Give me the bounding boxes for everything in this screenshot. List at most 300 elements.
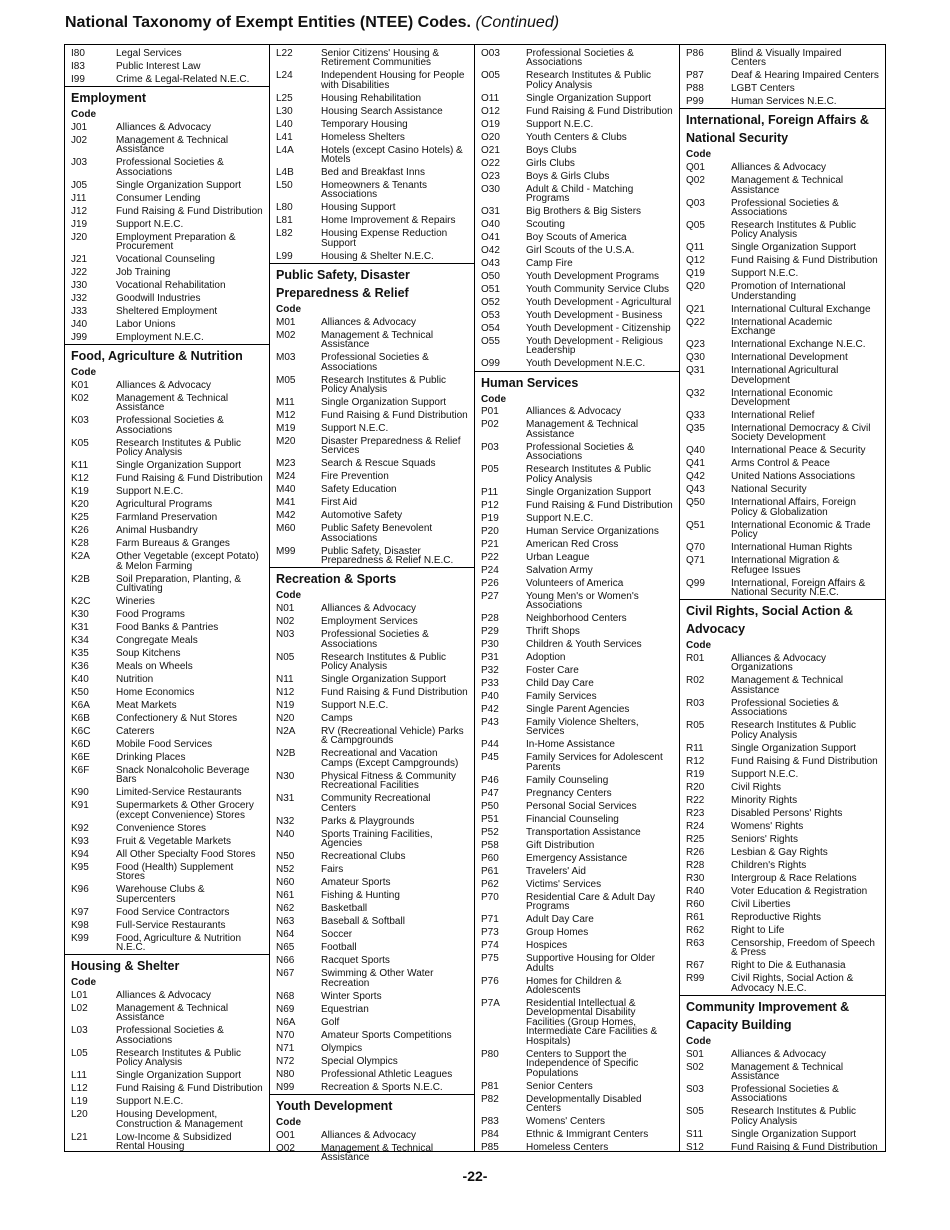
- code-description: Animal Husbandry: [116, 525, 198, 537]
- code-row: [270, 850, 474, 863]
- code-description: Meat Markets: [116, 700, 177, 712]
- code-description: Homes for Children & Adolescents: [526, 975, 622, 997]
- code-row: [475, 358, 679, 371]
- code-row: [270, 458, 474, 471]
- code-row: [475, 997, 679, 1048]
- code-row: [680, 937, 885, 959]
- code-description: Food Service Contractors: [116, 906, 230, 918]
- code-row: [270, 686, 474, 699]
- code-column-header: Code: [71, 977, 96, 989]
- code-description: International Economic & Trade Policy: [731, 519, 871, 541]
- code-column-header: Code: [686, 149, 711, 161]
- code-column-header: Code: [71, 109, 96, 120]
- code-description: Seniors' Rights: [731, 833, 798, 845]
- ntee-code: N72: [276, 1055, 295, 1067]
- section-heading: Community Improvement & Capacity Building: [686, 999, 850, 1032]
- column-2: [270, 45, 475, 1163]
- code-row: [65, 331, 269, 344]
- code-description: Censorship, Freedom of Speech & Press: [731, 937, 875, 959]
- code-description: Residential Care & Adult Day Programs: [526, 891, 655, 913]
- code-description: Amateur Sports: [321, 877, 391, 889]
- code-row: [65, 1109, 269, 1131]
- code-row: [680, 409, 885, 422]
- code-description: Employment N.E.C.: [116, 332, 204, 344]
- code-row: [270, 699, 474, 712]
- ntee-code: O41: [481, 232, 500, 244]
- code-column-header: Code: [276, 590, 301, 602]
- code-row: [680, 833, 885, 846]
- ntee-code: M41: [276, 497, 296, 509]
- code-description: Basketball: [321, 903, 368, 915]
- code-description: Supermarkets & Other Grocery (except Convenience) Stores: [116, 800, 254, 821]
- ntee-code: J33: [71, 306, 88, 318]
- ntee-code: N6A: [276, 1016, 296, 1028]
- code-description: Physical Fitness & Community Recreational Facilities: [321, 770, 457, 792]
- ntee-code: J40: [71, 319, 88, 331]
- ntee-code: P03: [481, 441, 499, 453]
- code-row: [270, 250, 474, 263]
- section-heading: Public Safety, Disaster Preparedness & Relief: [276, 268, 410, 301]
- ntee-code: R30: [686, 872, 705, 884]
- code-row: [475, 157, 679, 170]
- page-title-continued: (Continued): [475, 14, 560, 31]
- code-row: [270, 179, 474, 201]
- code-row: [65, 595, 269, 608]
- ntee-code: Q42: [686, 471, 705, 483]
- code-description: International Cultural Exchange: [731, 303, 871, 315]
- ntee-code: K90: [71, 787, 89, 799]
- ntee-code: I80: [71, 47, 85, 59]
- code-description: Lesbian & Gay Rights: [731, 846, 828, 858]
- code-row: [680, 1106, 885, 1128]
- code-description: Job Training: [116, 267, 171, 279]
- code-description: Single Organization Support: [526, 486, 652, 498]
- code-row: [270, 545, 474, 567]
- code-description: Single Organization Support: [526, 92, 652, 104]
- ntee-code: P46: [481, 774, 499, 786]
- code-description: International, Foreign Affairs & National Security N.E.C.: [731, 577, 866, 599]
- ntee-code: M24: [276, 471, 296, 483]
- ntee-code: K12: [71, 473, 89, 485]
- code-description: International Human Rights: [731, 542, 853, 554]
- code-row: [680, 519, 885, 541]
- code-description: Support N.E.C.: [321, 700, 389, 712]
- code-row: [680, 652, 885, 674]
- continued-section: [270, 45, 474, 263]
- ntee-code: N02: [276, 616, 295, 628]
- code-row: [475, 231, 679, 244]
- code-description: Children's Rights: [731, 859, 807, 871]
- code-row: [475, 118, 679, 131]
- code-description: Family Services for Adolescent Parents: [526, 752, 663, 773]
- code-row: [65, 485, 269, 498]
- code-row: [65, 712, 269, 725]
- code-row: [475, 716, 679, 738]
- ntee-code: P76: [481, 975, 499, 987]
- code-row: [270, 1029, 474, 1042]
- code-row: [680, 242, 885, 255]
- ntee-code: P27: [481, 590, 499, 602]
- code-description: Safety Education: [321, 484, 397, 496]
- ntee-code: O19: [481, 118, 500, 130]
- code-description: Youth Development Programs: [526, 271, 660, 283]
- code-row: [680, 820, 885, 833]
- ntee-code: Q23: [686, 339, 705, 351]
- code-row: [65, 218, 269, 231]
- ntee-code: Q21: [686, 303, 705, 315]
- ntee-code: L25: [276, 92, 293, 104]
- code-description: Children & Youth Services: [526, 639, 642, 651]
- ntee-code: L02: [71, 1003, 88, 1015]
- code-description: International Peace & Security: [731, 445, 866, 457]
- code-row: [65, 205, 269, 218]
- ntee-code: M11: [276, 397, 295, 409]
- code-description: Management & Technical Assistance: [116, 393, 229, 414]
- ntee-code: L30: [276, 105, 293, 117]
- ntee-code: K36: [71, 661, 89, 673]
- code-description: Camp Fire: [526, 258, 573, 270]
- ntee-code: Q41: [686, 458, 705, 470]
- ntee-code: R23: [686, 807, 705, 819]
- code-description: Alliances & Advocacy: [321, 603, 417, 615]
- code-row: [475, 205, 679, 218]
- code-description: Disaster Preparedness & Relief Services: [321, 436, 461, 457]
- code-description: Civil Liberties: [731, 898, 791, 910]
- code-row: [680, 859, 885, 872]
- ntee-code: K2C: [71, 596, 91, 608]
- code-description: Adoption: [526, 652, 566, 664]
- code-row: [475, 296, 679, 309]
- ntee-code: Q12: [686, 255, 705, 267]
- code-description: Boys & Girls Clubs: [526, 170, 610, 182]
- code-description: Racquet Sports: [321, 955, 390, 967]
- ntee-code: O53: [481, 310, 500, 322]
- ntee-code: P58: [481, 839, 499, 851]
- code-row: [65, 1047, 269, 1069]
- code-row: [65, 459, 269, 472]
- ntee-code: O31: [481, 206, 500, 218]
- ntee-code: Q51: [686, 519, 705, 531]
- ntee-code: R22: [686, 794, 705, 806]
- ntee-code: L80: [276, 202, 293, 214]
- code-description: Amateur Sports Competitions: [321, 1029, 452, 1041]
- category-section: [65, 86, 269, 344]
- ntee-code: P12: [481, 499, 499, 511]
- code-row: [270, 329, 474, 351]
- code-description: International Affairs, Foreign Policy & Globalization: [731, 497, 856, 518]
- code-row: [475, 144, 679, 157]
- code-row: [475, 813, 679, 826]
- code-row: [65, 156, 269, 178]
- code-description: Big Brothers & Big Sisters: [526, 206, 642, 218]
- code-row: [270, 69, 474, 91]
- ntee-code: P45: [481, 752, 499, 764]
- code-description: Youth Centers & Clubs: [526, 131, 627, 143]
- ntee-code: K40: [71, 674, 89, 686]
- ntee-code: N2B: [276, 748, 296, 760]
- ntee-code: N68: [276, 990, 295, 1002]
- ntee-code: K11: [71, 460, 89, 472]
- code-description: Nutrition: [116, 674, 154, 686]
- code-description: Pregnancy Centers: [526, 787, 612, 799]
- code-row: [270, 876, 474, 889]
- code-row: [65, 647, 269, 660]
- code-description: Single Parent Agencies: [526, 704, 630, 716]
- code-description: Food (Health) Supplement Stores: [116, 861, 234, 883]
- code-description: Independent Housing for People with Disabilities: [321, 70, 465, 91]
- code-description: Alliances & Advocacy: [321, 316, 417, 328]
- code-row: [475, 1080, 679, 1093]
- code-description: International Migration & Refugee Issues: [731, 555, 840, 576]
- ntee-code: P02: [481, 419, 499, 431]
- ntee-code: P43: [481, 717, 499, 729]
- code-column-header: Code: [686, 1035, 711, 1047]
- code-row: [680, 497, 885, 519]
- code-row: [475, 47, 679, 69]
- code-row: [65, 305, 269, 318]
- code-description: Urban League: [526, 551, 590, 563]
- code-description: Confectionery & Nut Stores: [116, 713, 238, 725]
- code-row: [65, 738, 269, 751]
- ntee-code: K95: [71, 861, 89, 873]
- code-description: Research Institutes & Public Policy Analysis: [526, 464, 652, 485]
- ntee-code: R26: [686, 846, 705, 858]
- code-row: [65, 1025, 269, 1047]
- code-description: Support N.E.C.: [116, 218, 184, 230]
- code-description: Voter Education & Registration: [731, 885, 868, 897]
- code-row: [680, 471, 885, 484]
- ntee-code: M99: [276, 545, 296, 557]
- code-description: Special Olympics: [321, 1055, 398, 1067]
- ntee-code: P28: [481, 613, 499, 625]
- code-description: Alliances & Advocacy: [526, 406, 622, 418]
- code-row: [270, 725, 474, 747]
- ntee-code: N30: [276, 770, 295, 782]
- ntee-code: P40: [481, 691, 499, 703]
- code-row: [65, 764, 269, 786]
- ntee-code: M42: [276, 510, 296, 522]
- code-description: Olympics: [321, 1042, 363, 1054]
- code-row: [475, 952, 679, 974]
- code-row: [680, 387, 885, 409]
- ntee-code: N66: [276, 955, 295, 967]
- code-row: [65, 699, 269, 712]
- ntee-code: O11: [481, 92, 500, 104]
- code-description: Crime & Legal-Related N.E.C.: [116, 73, 250, 85]
- code-description: Research Institutes & Public Policy Analysis: [731, 720, 857, 741]
- ntee-code: Q20: [686, 281, 705, 293]
- code-description: Fund Raising & Fund Distribution: [526, 105, 673, 117]
- code-row: [475, 939, 679, 952]
- code-row: [270, 712, 474, 725]
- code-description: Single Organization Support: [321, 397, 447, 409]
- code-description: Womens' Centers: [526, 1115, 605, 1127]
- code-row: [270, 409, 474, 422]
- code-row: [475, 878, 679, 891]
- ntee-code: O30: [481, 183, 500, 195]
- code-description: Public Safety, Disaster Preparedness & Relief N.E.C.: [321, 545, 454, 567]
- code-description: Housing Support: [321, 202, 396, 214]
- code-description: International Democracy & Civil Society Development: [731, 423, 871, 444]
- code-row: [475, 1115, 679, 1128]
- ntee-code: M01: [276, 316, 296, 328]
- code-description: Womens' Rights: [731, 820, 804, 832]
- ntee-code: N80: [276, 1068, 295, 1080]
- code-description: Housing & Shelter N.E.C.: [321, 250, 434, 262]
- code-description: Group Homes: [526, 927, 589, 939]
- code-row: [270, 1042, 474, 1055]
- code-description: Single Organization Support: [116, 460, 242, 472]
- code-description: Homeless Shelters: [321, 131, 405, 143]
- code-row: [65, 919, 269, 932]
- ntee-code: P83: [481, 1115, 499, 1127]
- code-row: [680, 281, 885, 303]
- code-description: Management & Technical Assistance: [116, 1003, 229, 1024]
- ntee-code: L05: [71, 1047, 88, 1059]
- code-row: [680, 807, 885, 820]
- code-description: Other Vegetable (except Potato) & Melon Farming: [116, 551, 259, 572]
- ntee-code: Q31: [686, 365, 705, 377]
- code-row: [270, 902, 474, 915]
- code-row: [680, 82, 885, 95]
- ntee-code: P86: [686, 47, 704, 59]
- ntee-code: K03: [71, 415, 89, 427]
- ntee-code: R01: [686, 653, 705, 665]
- code-row: [475, 538, 679, 551]
- ntee-code: K2B: [71, 573, 90, 585]
- code-description: Housing Development, Construction & Management: [116, 1109, 243, 1130]
- code-row: [680, 303, 885, 316]
- code-row: [475, 739, 679, 752]
- code-description: Single Organization Support: [731, 1128, 857, 1140]
- code-row: [680, 794, 885, 807]
- code-row: [270, 497, 474, 510]
- code-row: [680, 69, 885, 82]
- code-description: Golf: [321, 1016, 340, 1028]
- column-4: [680, 45, 885, 1151]
- code-row: [475, 419, 679, 441]
- ntee-code: J20: [71, 231, 88, 243]
- ntee-code: N01: [276, 603, 295, 615]
- ntee-code: R63: [686, 937, 705, 949]
- code-description: Housing Search Assistance: [321, 105, 443, 117]
- code-description: Single Organization Support: [116, 1070, 242, 1082]
- code-row: [270, 915, 474, 928]
- ntee-code: P44: [481, 739, 499, 751]
- code-description: RV (Recreational Vehicle) Parks & Campgrounds: [321, 726, 464, 747]
- code-description: Alliances & Advocacy: [321, 1129, 417, 1141]
- code-description: Legal Services: [116, 47, 182, 59]
- code-description: Scouting: [526, 219, 565, 231]
- section-heading: Youth Development: [276, 1098, 393, 1113]
- code-description: Support N.E.C.: [731, 768, 799, 780]
- code-row: [270, 1003, 474, 1016]
- ntee-code: P70: [481, 891, 499, 903]
- code-row: [680, 675, 885, 697]
- ntee-code: P20: [481, 525, 499, 537]
- code-description: Human Service Organizations: [526, 525, 659, 537]
- code-description: Equestrian: [321, 1003, 369, 1015]
- ntee-code: N11: [276, 674, 294, 686]
- code-row: [270, 422, 474, 435]
- code-row: [270, 793, 474, 815]
- code-description: Hotels (except Casino Hotels) & Motels: [321, 144, 463, 166]
- continued-section: [475, 45, 679, 371]
- code-description: Professional Societies & Associations: [116, 157, 224, 178]
- code-row: [270, 228, 474, 250]
- ntee-code: O99: [481, 358, 500, 370]
- code-description: Youth Community Service Clubs: [526, 284, 670, 296]
- code-description: International Academic Exchange: [731, 316, 833, 338]
- code-row: [475, 486, 679, 499]
- code-description: Professional Societies & Associations: [731, 1083, 839, 1105]
- code-description: Travelers' Aid: [526, 865, 586, 877]
- code-description: Management & Technical Assistance: [116, 134, 229, 156]
- code-row: [475, 975, 679, 997]
- ntee-code: M12: [276, 410, 296, 422]
- code-description: Caterers: [116, 726, 155, 738]
- code-row: [65, 318, 269, 331]
- ntee-code: R03: [686, 697, 705, 709]
- ntee-code: P80: [481, 1048, 499, 1060]
- ntee-code: L12: [71, 1083, 88, 1095]
- ntee-code: Q32: [686, 387, 705, 399]
- code-column-header: Code: [71, 367, 96, 379]
- code-row: [475, 625, 679, 638]
- ntee-code: O02: [276, 1142, 295, 1154]
- ntee-code: Q02: [686, 175, 705, 187]
- ntee-code: N63: [276, 916, 295, 928]
- code-description: Single Organization Support: [321, 674, 447, 686]
- ntee-code: O54: [481, 323, 500, 335]
- code-row: [270, 941, 474, 954]
- code-row: [270, 105, 474, 118]
- code-description: Blind & Visually Impaired Centers: [731, 47, 842, 69]
- code-description: Low-Income & Subsidized Rental Housing: [116, 1131, 232, 1153]
- ntee-code: L4B: [276, 167, 294, 179]
- ntee-code: O55: [481, 336, 500, 348]
- code-row: [270, 602, 474, 615]
- code-row: [65, 660, 269, 673]
- ntee-code: K26: [71, 525, 89, 537]
- ntee-code: P19: [481, 512, 499, 524]
- code-row: [65, 292, 269, 305]
- code-row: [270, 316, 474, 329]
- code-description: Youth Development - Citizenship: [526, 323, 671, 335]
- ntee-code: L24: [276, 70, 293, 82]
- code-description: Family Services: [526, 691, 597, 703]
- code-row: [65, 1096, 269, 1109]
- code-row: [475, 183, 679, 205]
- ntee-code: N70: [276, 1029, 295, 1041]
- ntee-code: K28: [71, 538, 89, 550]
- ntee-code: P22: [481, 551, 499, 563]
- ntee-code: N61: [276, 890, 295, 902]
- ntee-code: S12: [686, 1141, 704, 1153]
- code-description: Youth Development - Agricultural: [526, 297, 672, 309]
- code-description: Arms Control & Peace: [731, 458, 830, 470]
- ntee-code: O05: [481, 70, 500, 82]
- ntee-code: P33: [481, 678, 499, 690]
- code-description: Fairs: [321, 864, 344, 876]
- code-description: Young Men's or Women's Associations: [526, 590, 639, 612]
- code-row: [680, 755, 885, 768]
- ntee-code: N32: [276, 815, 295, 827]
- ntee-code: M23: [276, 458, 296, 470]
- code-description: Full-Service Restaurants: [116, 919, 226, 931]
- code-description: Centers to Support the Independence of Specific Populations: [526, 1048, 639, 1079]
- code-description: Youth Development N.E.C.: [526, 358, 646, 370]
